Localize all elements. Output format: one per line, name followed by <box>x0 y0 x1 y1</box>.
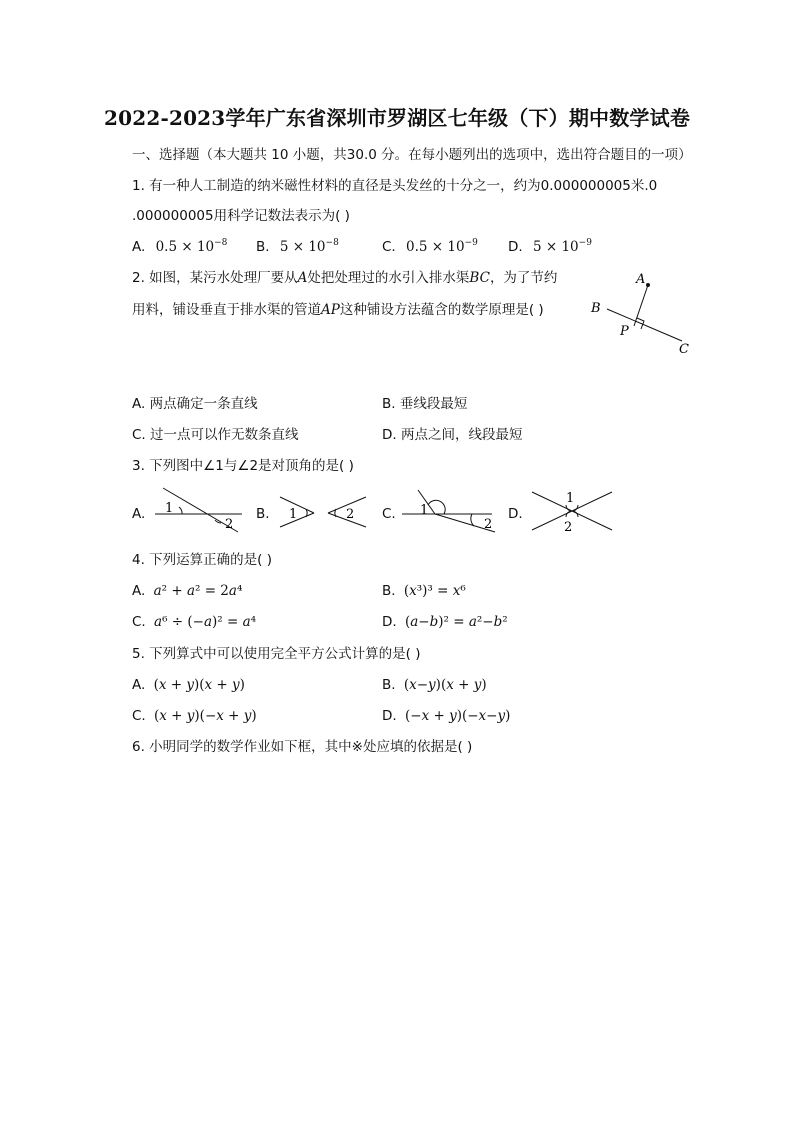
label-p: P <box>620 324 629 339</box>
q1-stem-line1: 1. 有一种人工制造的纳米磁性材料的直径是头发丝的十分之一，约为0.000000005米.0 <box>132 178 658 194</box>
page-title: 2022-2023学年广东省深圳市罗湖区七年级（下）期中数学试卷 <box>103 106 691 130</box>
q2-stem-line1: 2. 如图，某污水处理厂要从A处把处理过的水引入排水渠BC，为了节约 <box>132 270 558 286</box>
svg-text:1: 1 <box>289 507 298 522</box>
svg-text:2: 2 <box>564 520 573 535</box>
q4-option-b[interactable]: B. (𝑥³)³ = 𝑥⁶ <box>382 583 466 599</box>
svg-text:2: 2 <box>484 517 493 532</box>
label-b: B <box>591 301 601 316</box>
q3-stem: 3. 下列图中∠1与∠2是对顶角的是( ) <box>132 458 354 474</box>
q3-figure-d <box>528 484 618 536</box>
q5-option-a[interactable]: A. (𝑥 + 𝑦)(𝑥 + 𝑦) <box>132 677 245 693</box>
point-a <box>646 283 650 287</box>
svg-text:1: 1 <box>420 503 429 518</box>
q6-stem: 6. 小明同学的数学作业如下框，其中※处应填的依据是( ) <box>132 739 473 755</box>
q1-stem-line2: .000000005用科学记数法表示为( ) <box>132 208 350 224</box>
q2-figure <box>585 268 695 358</box>
q2-stem-line2: 用料，铺设垂直于排水渠的管道AP这种铺设方法蕴含的数学原理是( ) <box>132 302 544 318</box>
q3-figure-b <box>276 493 371 529</box>
q4-option-c[interactable]: C. 𝑎⁶ ÷ (−𝑎)² = 𝑎⁴ <box>132 614 257 630</box>
q3-option-c-letter[interactable]: C. <box>382 506 396 522</box>
label-c: C <box>679 342 689 357</box>
q2-option-b[interactable]: B. 垂线段最短 <box>382 396 468 412</box>
q2-option-c[interactable]: C. 过一点可以作无数条直线 <box>132 427 299 443</box>
q3-figure-a <box>150 484 245 534</box>
q1-option-b[interactable]: B. $5 \times 10^{-8}$ <box>256 238 339 255</box>
q3-figure-c <box>400 484 500 534</box>
q3-option-b-letter[interactable]: B. <box>256 506 270 522</box>
svg-text:2: 2 <box>225 517 234 532</box>
q5-option-c[interactable]: C. (𝑥 + 𝑦)(−𝑥 + 𝑦) <box>132 708 257 724</box>
q5-option-d[interactable]: D. (−𝑥 + 𝑦)(−𝑥−𝑦) <box>382 708 511 724</box>
svg-text:2: 2 <box>346 507 355 522</box>
q4-option-d[interactable]: D. (𝑎−𝑏)² = 𝑎²−𝑏² <box>382 614 508 630</box>
svg-text:1: 1 <box>165 501 174 516</box>
q1-option-d[interactable]: D. $5 \times 10^{-9}$ <box>508 238 592 255</box>
q3-option-a-letter[interactable]: A. <box>132 506 146 522</box>
label-a: A <box>636 272 646 287</box>
section-heading: 一、选择题（本大题共 10 小题，共30.0 分。在每小题列出的选项中，选出符合题目的一项） <box>132 147 692 163</box>
q2-option-d[interactable]: D. 两点之间，线段最短 <box>382 427 523 443</box>
q1-option-a[interactable]: A. $0.5 \times 10^{-8}$ <box>132 238 228 255</box>
svg-text:1: 1 <box>566 491 575 506</box>
q5-option-b[interactable]: B. (𝑥−𝑦)(𝑥 + 𝑦) <box>382 677 487 693</box>
q1-option-c[interactable]: C. $0.5 \times 10^{-9}$ <box>382 238 478 255</box>
q5-stem: 5. 下列算式中可以使用完全平方公式计算的是( ) <box>132 646 421 662</box>
q2-option-a[interactable]: A. 两点确定一条直线 <box>132 396 258 412</box>
q4-stem: 4. 下列运算正确的是( ) <box>132 552 272 568</box>
q3-option-d-letter[interactable]: D. <box>508 506 523 522</box>
line-bc <box>607 309 682 341</box>
q4-option-a[interactable]: A. 𝑎² + 𝑎² = 2𝑎⁴ <box>132 583 243 599</box>
